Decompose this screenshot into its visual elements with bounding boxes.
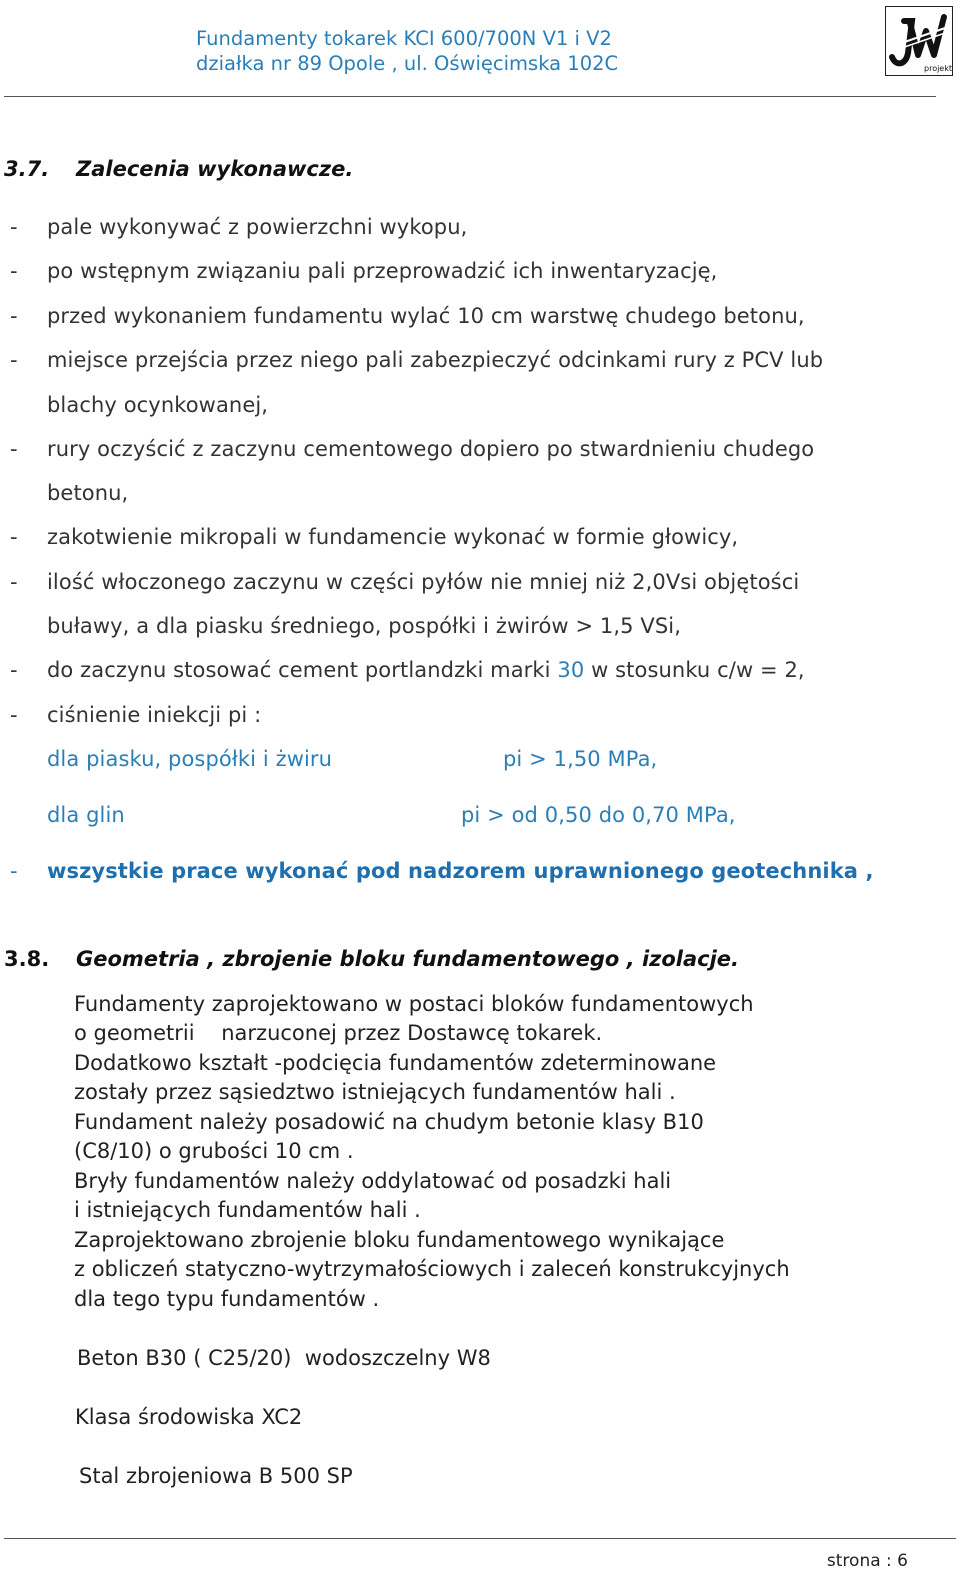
paragraph-line: Zaprojektowano zbrojenie bloku fundamentowego wynikające — [74, 1228, 725, 1252]
logo-mark-icon — [886, 7, 952, 75]
list-item-cement — [47, 658, 805, 682]
section-37-title: Zalecenia wykonawcze. — [76, 157, 354, 181]
list-dash: - — [10, 859, 18, 883]
list-item: po wstępnym związaniu pali przeprowadzić ich inwentaryzację, — [47, 259, 718, 283]
paragraph-line: (C8/10) o grubości 10 cm . — [74, 1139, 354, 1163]
paragraph-line: Fundamenty zaprojektowano w postaci bloków fundamentowych — [74, 992, 754, 1016]
section-38-number: 3.8. — [4, 947, 50, 971]
paragraph-line: Bryły fundamentów należy oddylatować od posadzki hali — [74, 1169, 672, 1193]
paragraph-line: z obliczeń statyczno-wytrzymałościowych i zaleceń konstrukcyjnych — [74, 1257, 790, 1281]
list-item: ilość włoczonego zaczynu w części pyłów nie mniej niż 2,0Vsi objętości — [47, 570, 800, 594]
list-dash: - — [10, 215, 18, 239]
list-item: miejsce przejścia przez niego pali zabezpieczyć odcinkami rury z PCV lub — [47, 348, 824, 372]
list-dash: - — [10, 525, 18, 549]
company-logo — [885, 6, 953, 76]
footer-rule — [4, 1538, 956, 1539]
header-rule — [4, 96, 936, 97]
list-item: pale wykonywać z powierzchni wykopu, — [47, 215, 468, 239]
list-dash: - — [10, 259, 18, 283]
header-project-address: działka nr 89 Opole , ul. Oświęcimska 102C — [196, 52, 619, 75]
pressure-label-sand: dla piasku, pospółki i żwiru — [47, 747, 333, 771]
pressure-value-clay: pi > od 0,50 do 0,70 MPa, — [461, 803, 736, 827]
list-item: rury oczyścić z zaczynu cementowego dopiero po stwardnieniu chudego — [47, 437, 815, 461]
cement-text-b: w stosunku c/w = 2, — [584, 658, 805, 682]
paragraph-line: Fundament należy posadowić na chudym betonie klasy B10 — [74, 1110, 704, 1134]
list-dash: - — [10, 348, 18, 372]
spec-exposure-class: Klasa środowiska XC2 — [75, 1405, 303, 1429]
pressure-value-sand: pi > 1,50 MPa, — [503, 747, 658, 771]
list-item-continuation: betonu, — [47, 481, 129, 505]
spec-steel: Stal zbrojeniowa B 500 SP — [79, 1464, 353, 1488]
page-number: strona : 6 — [826, 1551, 908, 1571]
cement-text-a: do zaczynu stosować cement portlandzki marki — [47, 658, 558, 682]
list-dash: - — [10, 304, 18, 328]
list-dash: - — [10, 703, 18, 727]
list-dash: - — [10, 658, 18, 682]
section-37-number: 3.7. — [4, 157, 50, 181]
list-item: ciśnienie iniekcji pi : — [47, 703, 262, 727]
logo-text: projekt — [924, 64, 952, 73]
list-dash: - — [10, 570, 18, 594]
paragraph-line: zostały przez sąsiedztwo istniejących fundamentów hali . — [74, 1080, 676, 1104]
supervision-note: wszystkie prace wykonać pod nadzorem uprawnionego geotechnika , — [47, 859, 874, 883]
list-item: przed wykonaniem fundamentu wylać 10 cm warstwę chudego betonu, — [47, 304, 805, 328]
list-item-continuation: buławy, a dla piasku średniego, pospółki i żwirów > 1,5 VSi, — [47, 614, 682, 638]
pressure-label-clay: dla glin — [47, 803, 125, 827]
paragraph-line: o geometrii narzuconej przez Dostawcę tokarek. — [74, 1021, 603, 1045]
cement-grade-value: 30 — [557, 658, 585, 682]
list-item: zakotwienie mikropali w fundamencie wykonać w formie głowicy, — [47, 525, 739, 549]
list-dash: - — [10, 437, 18, 461]
paragraph-line: dla tego typu fundamentów . — [74, 1287, 380, 1311]
section-38-title: Geometria , zbrojenie bloku fundamentowego , izolacje. — [76, 947, 740, 971]
header-project-title: Fundamenty tokarek KCI 600/700N V1 i V2 — [196, 27, 612, 50]
list-item-continuation: blachy ocynkowanej, — [47, 393, 269, 417]
spec-concrete: Beton B30 ( C25/20) wodoszczelny W8 — [77, 1346, 491, 1370]
paragraph-line: i istniejących fundamentów hali . — [74, 1198, 421, 1222]
paragraph-line: Dodatkowo kształt -podcięcia fundamentów zdeterminowane — [74, 1051, 717, 1075]
